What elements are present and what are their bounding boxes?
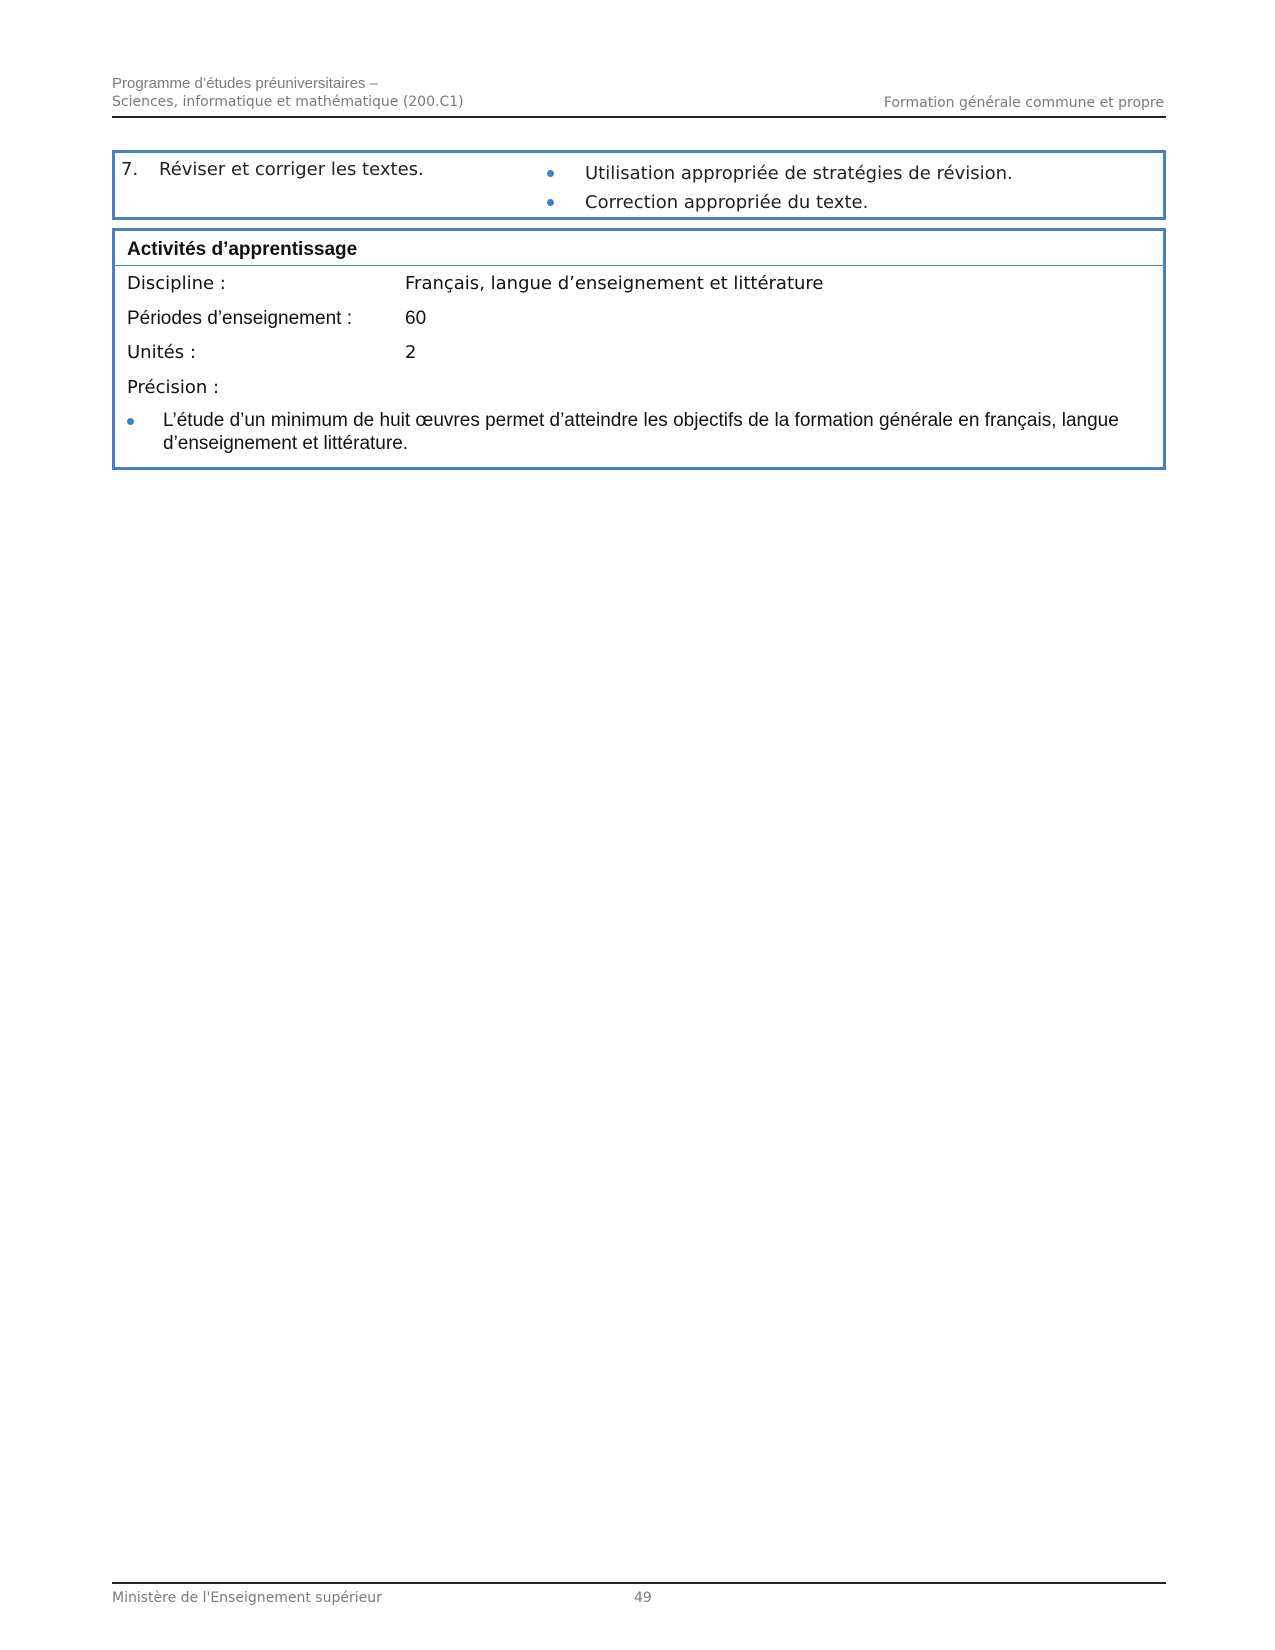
criteria-list bbox=[547, 159, 1013, 217]
list-item bbox=[547, 188, 1013, 217]
activities-title: Activités d’apprentissage bbox=[127, 239, 358, 260]
criteria-item-number: 7. bbox=[121, 159, 139, 180]
precision-label: Précision : bbox=[127, 377, 220, 398]
periods-value: 60 bbox=[405, 308, 427, 329]
discipline-label: Discipline : bbox=[127, 273, 226, 294]
criteria-item-text: Réviser et corriger les textes. bbox=[159, 159, 424, 180]
bullet-icon bbox=[547, 170, 554, 177]
precision-note: L’étude d’un minimum de huit œuvres permet d’atteindre les objectifs de la formation générale en français, langue d’enseignement et littérature. bbox=[163, 410, 1119, 454]
ministry-name: Ministère de l'Enseignement supérieur bbox=[112, 1590, 382, 1606]
section-title: Formation générale commune et propre bbox=[883, 95, 1164, 111]
criteria-box bbox=[112, 150, 1166, 220]
criteria-item bbox=[121, 159, 424, 180]
list-item-text: Correction appropriée du texte. bbox=[585, 192, 869, 213]
list-item bbox=[547, 159, 1013, 188]
program-title-line1: Programme d’études préuniversitaires – bbox=[112, 75, 378, 92]
page-number: 49 bbox=[634, 1590, 652, 1606]
program-title-line2: Sciences, informatique et mathématique (200.C1) bbox=[112, 94, 464, 110]
program-title bbox=[112, 74, 464, 112]
list-item-text: Utilisation appropriée de stratégies de révision. bbox=[585, 163, 1013, 184]
bullet-icon bbox=[127, 418, 134, 425]
page-header bbox=[112, 74, 1166, 118]
page-footer bbox=[112, 1582, 1166, 1614]
bullet-icon bbox=[547, 199, 554, 206]
activities-box bbox=[112, 228, 1166, 470]
units-label: Unités : bbox=[127, 342, 196, 363]
periods-label: Périodes d’enseignement : bbox=[127, 308, 352, 329]
units-value: 2 bbox=[405, 342, 417, 363]
activities-header bbox=[115, 231, 1163, 266]
discipline-value: Français, langue d’enseignement et littérature bbox=[405, 273, 824, 294]
